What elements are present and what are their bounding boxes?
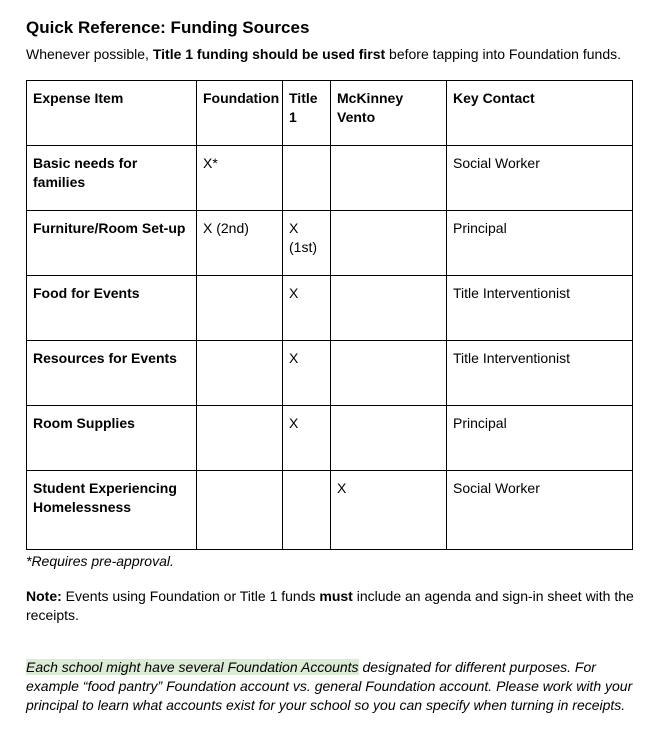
title-1-cell: X [283, 341, 331, 406]
foundation-cell [197, 341, 283, 406]
expense-item-cell: Food for Events [27, 276, 197, 341]
document-page [26, 18, 638, 715]
foundation-cell: X (2nd) [197, 211, 283, 276]
header-key-contact: Key Contact [447, 81, 633, 146]
title-1-cell: X [283, 406, 331, 471]
key-contact-cell: Principal [447, 406, 633, 471]
table-row [27, 406, 633, 471]
intro-paragraph [26, 45, 638, 63]
highlighted-text: Each school might have several Foundation Accounts [26, 659, 359, 675]
table-row [27, 471, 633, 550]
header-title-1: Title 1 [283, 81, 331, 146]
intro-text-start: Whenever possible, [26, 46, 153, 62]
key-contact-cell: Title Interventionist [447, 341, 633, 406]
accounts-text: designated for different purposes. For example “food pantry” Foundation account vs. general Foundation account. Please work with your principal to learn what accounts exist for your school so you can specify when turning in receipts. [26, 659, 633, 713]
footnote: *Requires pre-approval. [26, 553, 174, 569]
mckinney-vento-cell [331, 146, 447, 211]
title-1-cell [283, 471, 331, 550]
intro-bold-text: Title 1 funding should be used first [152, 46, 386, 62]
note-label: Note: [26, 588, 62, 604]
table-row [27, 211, 633, 276]
note-text-start: Events using Foundation or Title 1 funds [61, 588, 320, 604]
table-row [27, 276, 633, 341]
foundation-accounts-paragraph [26, 658, 638, 715]
key-contact-cell: Social Worker [447, 146, 633, 211]
table-row [27, 341, 633, 406]
expense-item-cell: Furniture/Room Set-up [27, 211, 197, 276]
table-row [27, 146, 633, 211]
key-contact-cell: Principal [447, 211, 633, 276]
header-expense-item: Expense Item [27, 81, 197, 146]
expense-item-cell: Student Experiencing Homelessness [27, 471, 197, 550]
mckinney-vento-cell [331, 276, 447, 341]
header-foundation: Foundation [197, 81, 283, 146]
funding-sources-table [26, 80, 633, 550]
foundation-cell [197, 406, 283, 471]
page-title: Quick Reference: Funding Sources [26, 18, 310, 37]
expense-item-cell: Resources for Events [27, 341, 197, 406]
note-bold-text: must [319, 588, 353, 604]
expense-item-cell: Basic needs for families [27, 146, 197, 211]
title-1-cell: X [283, 276, 331, 341]
note-paragraph [26, 587, 638, 625]
intro-text-end: before tapping into Foundation funds. [385, 46, 621, 62]
foundation-cell [197, 471, 283, 550]
foundation-cell: X* [197, 146, 283, 211]
header-mckinney-vento: McKinney Vento [331, 81, 447, 146]
expense-item-cell: Room Supplies [27, 406, 197, 471]
note-text-end: include an agenda and sign-in sheet with the receipts. [26, 588, 634, 623]
title-1-cell: X (1st) [283, 211, 331, 276]
title-1-cell [283, 146, 331, 211]
key-contact-cell: Title Interventionist [447, 276, 633, 341]
mckinney-vento-cell [331, 406, 447, 471]
mckinney-vento-cell [331, 341, 447, 406]
foundation-cell [197, 276, 283, 341]
key-contact-cell: Social Worker [447, 471, 633, 550]
table-header-row [27, 81, 633, 146]
mckinney-vento-cell: X [331, 471, 447, 550]
mckinney-vento-cell [331, 211, 447, 276]
